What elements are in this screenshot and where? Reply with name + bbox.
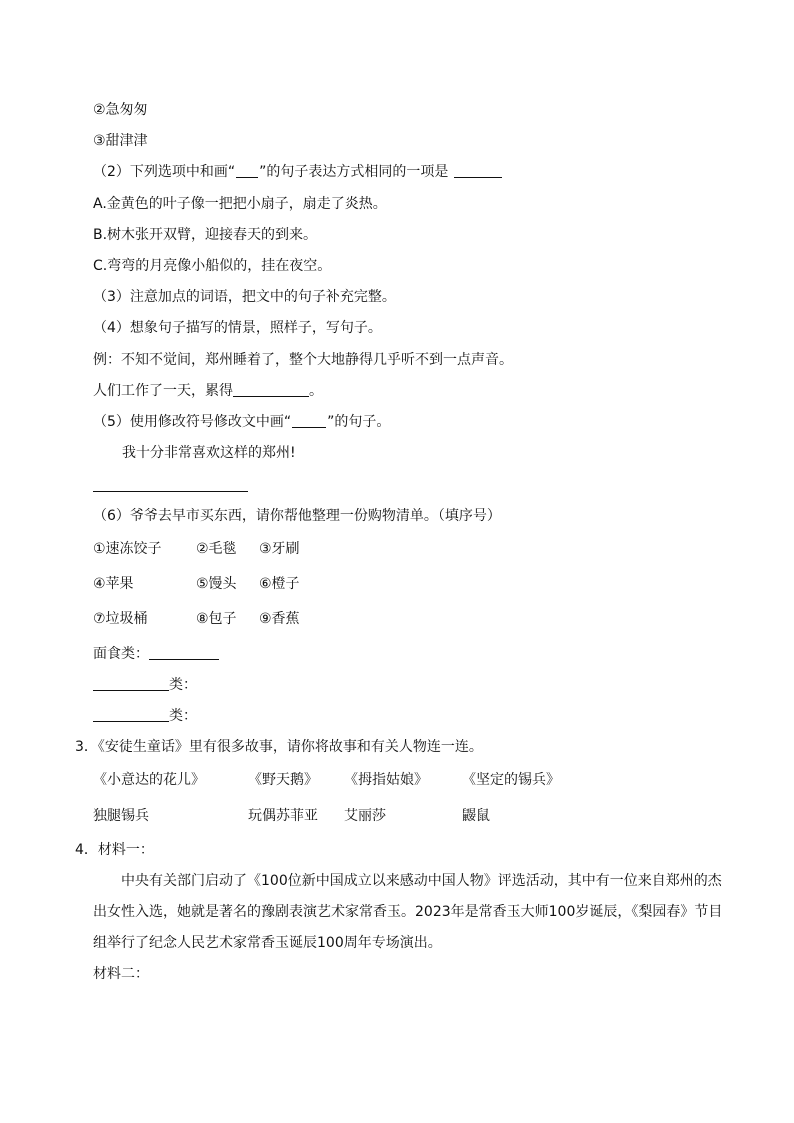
material-1-paragraph: 中央有关部门启动了《100位新中国成立以来感动中国人物》评选活动，其中有一位来自郑州的杰出女性入选，她就是著名的豫剧表演艺术家常香玉。2023年是常香玉大师100岁诞辰，《梨园春》节目组举行了纪念人民艺术家常香玉诞辰100周年专场演出。	[93, 873, 723, 951]
answer-blank[interactable]	[93, 707, 169, 722]
question-2-suffix: ”的句子表达方式相同的一项是	[259, 164, 449, 180]
shopping-item: ⑧包子	[196, 611, 237, 627]
answer-blank[interactable]	[93, 676, 169, 691]
answer-blank[interactable]	[149, 645, 219, 660]
question-5-stem	[93, 412, 390, 432]
character-name[interactable]: 鼹鼠	[462, 808, 490, 824]
question-4-prompt-end: 。	[309, 383, 323, 399]
question-4-title: （4）想象句子描写的情景，照样子，写句子。	[93, 320, 382, 336]
shopping-item: ⑥橙子	[259, 576, 300, 592]
question-5-suffix: ”的句子。	[327, 414, 391, 430]
category-noodle	[93, 644, 219, 664]
word-item-3: ③甜津津	[93, 133, 148, 149]
character-name[interactable]: 独腿锡兵	[93, 808, 149, 824]
section-3-title: 3．《安徒生童话》里有很多故事，请你将故事和有关人物连一连。	[75, 739, 483, 755]
category-label: 类：	[169, 677, 197, 693]
answer-blank[interactable]	[454, 163, 502, 178]
word-item-2: ②急匆匆	[93, 102, 148, 118]
category-blank-row	[93, 675, 197, 695]
question-4-example: 例：不知不觉间，郑州睡着了，整个大地静得几乎听不到一点声音。	[93, 352, 513, 368]
question-3: （3）注意加点的词语，把文中的句子补充完整。	[93, 289, 396, 305]
question-4-prompt-text: 人们工作了一天，累得	[93, 383, 233, 399]
material-2-label: 材料二：	[93, 966, 149, 982]
question-6-title: （6）爷爷去早市买东西，请你帮他整理一份购物清单。（填序号）	[93, 508, 501, 524]
character-name[interactable]: 玩偶苏菲亚	[248, 808, 318, 824]
story-title[interactable]: 《坚定的锡兵》	[462, 772, 560, 788]
underline-mark	[236, 163, 258, 178]
story-title[interactable]: 《小意达的花儿》	[93, 772, 205, 788]
section-4-title: 4．材料一：	[75, 842, 154, 858]
question-4-prompt	[93, 381, 323, 401]
story-title[interactable]: 《野天鹅》	[248, 772, 318, 788]
category-label: 面食类：	[93, 646, 149, 662]
question-2-prefix: （2）下列选项中和画“	[93, 164, 236, 180]
shopping-item: ③牙刷	[259, 541, 300, 557]
story-title[interactable]: 《拇指姑娘》	[344, 772, 428, 788]
underline-mark	[292, 413, 326, 428]
shopping-item: ①速冻饺子	[93, 541, 162, 557]
option-a: A.金黄色的叶子像一把把小扇子，扇走了炎热。	[93, 196, 387, 212]
shopping-item: ⑤馒头	[196, 576, 237, 592]
question-2-stem	[93, 162, 502, 182]
category-blank-row	[93, 706, 197, 726]
answer-line[interactable]	[93, 491, 248, 492]
answer-blank[interactable]	[233, 382, 309, 397]
category-label: 类：	[169, 708, 197, 724]
option-c: C.弯弯的月亮像小船似的，挂在夜空。	[93, 258, 332, 274]
question-5-sentence: 我十分非常喜欢这样的郑州!	[122, 445, 296, 461]
shopping-item: ②毛毯	[196, 541, 237, 557]
shopping-item: ⑦垃圾桶	[93, 611, 148, 627]
character-name[interactable]: 艾丽莎	[344, 808, 386, 824]
question-5-prefix: （5）使用修改符号修改文中画“	[93, 414, 292, 430]
shopping-item: ⑨香蕉	[259, 611, 300, 627]
option-b: B.树木张开双臂，迎接春天的到来。	[93, 227, 318, 243]
shopping-item: ④苹果	[93, 576, 134, 592]
